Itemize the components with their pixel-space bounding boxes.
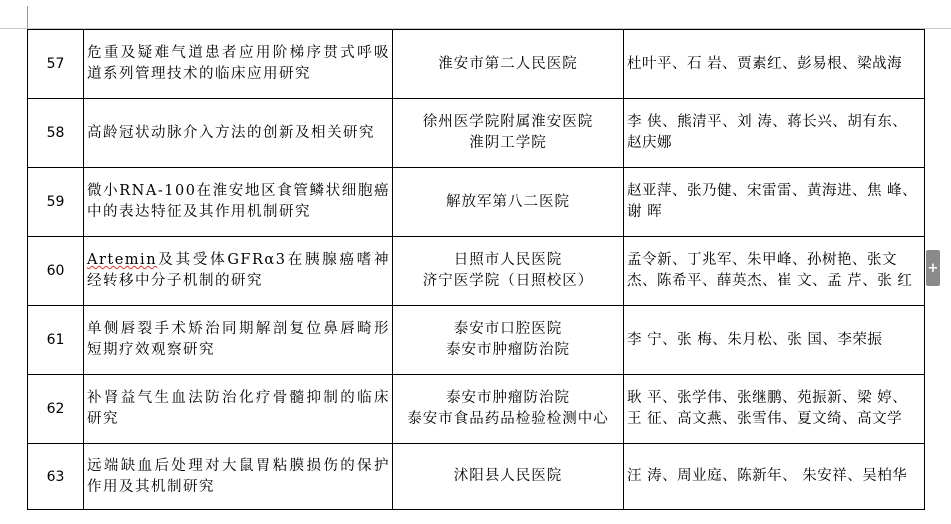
unit-name: 泰安市肿瘤防治院 bbox=[446, 390, 570, 406]
people-cell: 杜叶平、石 岩、贾素红、彭易根、梁战海 bbox=[624, 30, 925, 99]
unit-cell bbox=[393, 306, 624, 375]
people-cell: 李 宁、张 梅、朱月松、张 国、李荣振 bbox=[624, 306, 925, 375]
project-title: 危重及疑难气道患者应用阶梯序贯式呼吸道系列管理技术的临床应用研究 bbox=[84, 30, 393, 99]
unit-name: 日照市人民医院 bbox=[453, 252, 563, 268]
unit-name: 泰安市肿瘤防治院 bbox=[446, 342, 570, 358]
unit-cell bbox=[393, 444, 624, 510]
project-title-rest: 及其受体GFRα3在胰腺癌嗜神经转移中分子机制的研究 bbox=[87, 252, 390, 289]
unit-name: 淮安市第二人民医院 bbox=[438, 55, 578, 72]
row-number: 59 bbox=[28, 168, 84, 237]
project-title: 微小RNA-100在淮安地区食管鳞状细胞癌中的表达特征及其作用机制研究 bbox=[84, 168, 393, 237]
project-title: 补肾益气生血法防治化疗骨髓抑制的临床研究 bbox=[84, 375, 393, 444]
unit-cell bbox=[393, 237, 624, 306]
table-row bbox=[28, 30, 925, 99]
table-row bbox=[28, 444, 925, 510]
unit-cell bbox=[393, 30, 624, 99]
row-number: 62 bbox=[28, 375, 84, 444]
unit-cell bbox=[393, 375, 624, 444]
unit-name: 徐州医学院附属淮安医院 bbox=[422, 114, 594, 130]
row-number: 57 bbox=[28, 30, 84, 99]
awards-table bbox=[27, 29, 925, 510]
row-number: 63 bbox=[28, 444, 84, 510]
people-cell: 赵亚萍、张乃健、宋雷雷、黄海进、焦 峰、谢 晖 bbox=[624, 168, 925, 237]
unit-name: 泰安市口腔医院 bbox=[453, 321, 563, 337]
project-title: 远端缺血后处理对大鼠胃粘膜损伤的保护作用及其机制研究 bbox=[84, 444, 393, 510]
people-cell: 汪 涛、周业庭、陈新年、 朱安祥、吴柏华 bbox=[624, 444, 925, 510]
unit-cell bbox=[393, 99, 624, 168]
project-title: 高龄冠状动脉介入方法的创新及相关研究 bbox=[84, 99, 393, 168]
unit-name: 泰安市食品药品检验检测中心 bbox=[407, 411, 609, 427]
unit-name: 淮阴工学院 bbox=[469, 135, 547, 151]
project-title bbox=[84, 237, 393, 306]
project-title: 单侧唇裂手术矫治同期解剖复位鼻唇畸形短期疗效观察研究 bbox=[84, 306, 393, 375]
page-corner-mark bbox=[27, 6, 28, 28]
row-number: 58 bbox=[28, 99, 84, 168]
people-cell: 耿 平、张学伟、张继鹏、苑振新、梁 婷、王 征、高文燕、张雪伟、夏文绮、高文学 bbox=[624, 375, 925, 444]
people-cell: 李 侠、熊清平、刘 涛、蒋长兴、胡有东、赵庆娜 bbox=[624, 99, 925, 168]
unit-name: 济宁医学院（日照校区） bbox=[422, 273, 594, 289]
spellcheck-underlined-word: Artemin bbox=[87, 252, 158, 268]
table-row bbox=[28, 306, 925, 375]
table-row bbox=[28, 168, 925, 237]
row-number: 61 bbox=[28, 306, 84, 375]
table-row bbox=[28, 375, 925, 444]
plus-icon: + bbox=[927, 260, 939, 276]
row-number: 60 bbox=[28, 237, 84, 306]
unit-cell bbox=[393, 168, 624, 237]
side-expand-tab[interactable] bbox=[926, 250, 940, 286]
unit-name: 解放军第八二医院 bbox=[446, 193, 570, 210]
unit-name: 沭阳县人民医院 bbox=[453, 468, 563, 484]
table-row bbox=[28, 99, 925, 168]
people-cell: 孟令新、丁兆军、朱甲峰、孙树艳、张文杰、陈希平、薛英杰、崔 文、孟 芹、张 红 bbox=[624, 237, 925, 306]
table-row bbox=[28, 237, 925, 306]
